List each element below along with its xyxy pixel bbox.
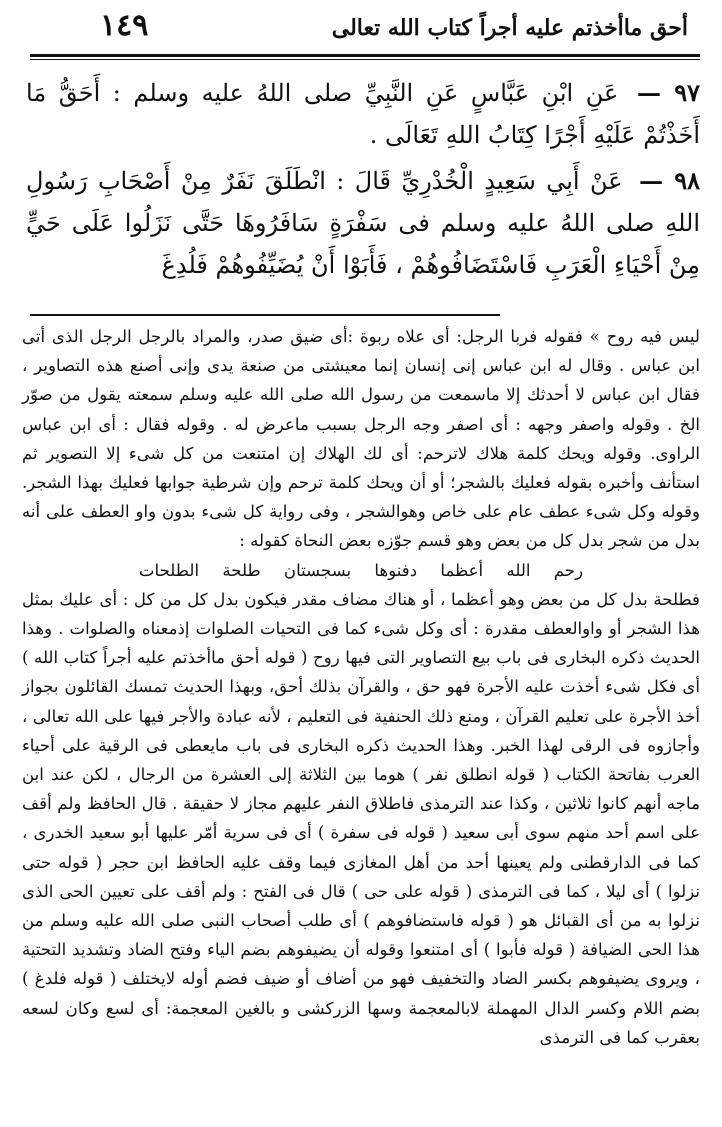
hadith-body: عَنْ أَبِي سَعِيدٍ الْخُدْرِيِّ قَالَ : انْطَلَقَ نَفَرٌ مِنْ أَصْحَابِ رَسُولِ اللهِ صلى اللهُ عليه وسلم فى سَفْرَةٍ سَافَرُوهَا حَتَّى نَزَلُوا عَلَى حَيٍّ مِنْ أَحْيَاءِ الْعَرَبِ فَاسْتَضَافُوهُمْ ، فَأَبَوْا أَنْ يُضَيِّفُوهُمْ فَلُدِغَ: [26, 167, 700, 279]
hadith-98: [26, 160, 700, 286]
commentary-section: [22, 322, 700, 1052]
header-rule: [30, 54, 700, 60]
running-title: أحق ماأخذتم عليه أجراً كتاب الله تعالى: [331, 15, 688, 41]
verse-second-hemistich: بسجستان طلحة الطلحات: [138, 560, 352, 580]
verse-first-hemistich: رحم الله أعظما دفنوها: [374, 560, 584, 580]
poetry-verse: [22, 556, 700, 585]
commentary-paragraph: فطلحة بدل كل من بعض وهو أعظما ، أو هناك مضاف مقدر فيكون بدل كل من كل : أى عليك بمثل هذا الشجر أو واوالعطف مقدرة : أى وكل شىء كما فى التحيات الصلوات إذمعناه والصلوات . وهذا الحديث ذكره البخارى فى باب بيع التصاوير التى فيها روح ( قوله أحق ماأخذتم عليه أجراً كتاب الله ) أى فكل شىء أخذت عليه الأجرة فهو حق ، والقرآن بذلك أحق، وبهذا الحديث تمسك القائلون بجواز أخذ الأجرة على تعليم القرآن ، ومنع ذلك الحنفية فى التعليم ، لأنه عبادة والأجر فيها على الله تعالى ، وأجازوه فى الرقى لهذا الخبر. وهذا الحديث ذكره البخارى فى باب مايعطى فى الرقية على أحياء العرب بفاتحة الكتاب ( قوله انطلق نفر ) هوما بين الثلاثة إلى العشرة من الرجال ، لكن عند ابن ماجه أنهم كانوا ثلاثين ، وكذا عند الترمذى فاطلاق النفر عليهم مجاز لا حقيقة . قال الحافظ ولم أقف على اسم أحد منهم سوى أبى سعيد ( قوله فى سفرة ) أى فى سرية أمّر عليها أبو سعيد الخدرى ، كما فى الدارقطنى ولم يعينها أحد من أهل المغازى فيما وقف عليه الحافظ ابن حجر ( قوله حتى نزلوا ) أى ليلا ، كما فى الترمذى ( قوله على حى ) قال فى الفتح : ولم أقف على تعيين الحى الذى نزلوا به من أى القبائل هو ( قوله فاستضافوهم ) أى طلب أصحاب النبى صلى الله عليه وسلم من هذا الحى الضيافة ( قوله فأبوا ) أى امتنعوا وقوله أن يضيفوهم بضم الياء وفتح الضاد وتشديد التحتية ، ويروى يضيفوهم بكسر الضاد والتخفيف فهو من أضاف أو ضيف فضم أوله لايختلف ( قوله فلدغ ) بضم اللام وكسر الدال المهملة لابالمعجمة وسها الزركشى و بالغين المعجمة: أى لسع وكان لسعه بعقرب كما فى الترمذى: [22, 589, 701, 1047]
commentary-paragraph: ليس فيه روح » فقوله فربا الرجل: أى علاه ربوة :أى ضيق صدر، والمراد بالرجل الرجل الذى أتى ابن عباس . وقال له ابن عباس إنى إنسان إنما معيشتى من صنعة يدى وإنى أصنع هذه التصاوير ، فقال ابن عباس لا أحدثك إلا ماسمعت من رسول الله صلى الله عليه وسلم سمعته يقول من صوّر الخ . وقوله واصفر وجهه : أى اصفر وجه الرجل بسبب ماعرض له . وقوله فقال : أى ابن عباس الراوى. وقوله ويحك كلمة هلاك لاترحم: أى لك الهلاك إن امتنعت من كل شىء إلا التصوير ثم استأنف وأخبره بقوله فعليك بالشجر؛ أو أن ويحك كلمة ترحم وإن شرطية جوابها فعليك بهذا الشجر. وقوله وكل شىء عطف عام على خاص وهوالشجر ، وفى رواية كل شىء بدون واو العطف على أنه بدل من شجر بدل كل من بعض وهو قسم جوّزه بعض النحاة كقوله :: [22, 327, 700, 551]
hadith-text-section: [26, 72, 700, 290]
page-header: [20, 6, 700, 50]
section-separator: [30, 314, 500, 316]
hadith-number: ٩٨ —: [639, 166, 700, 195]
hadith-body: عَنِ ابْنِ عَبَّاسٍ عَنِ النَّبِيِّ صلى اللهُ عليه وسلم : أَحَقُّ مَا أَخَذْتُمْ عَلَيْهِ أَجْرًا كِتَابُ اللهِ تَعَالَى .: [26, 79, 700, 149]
hadith-97: [26, 72, 700, 156]
hadith-number: ٩٧ —: [636, 78, 700, 107]
page-number: ١٤٩: [100, 8, 149, 43]
